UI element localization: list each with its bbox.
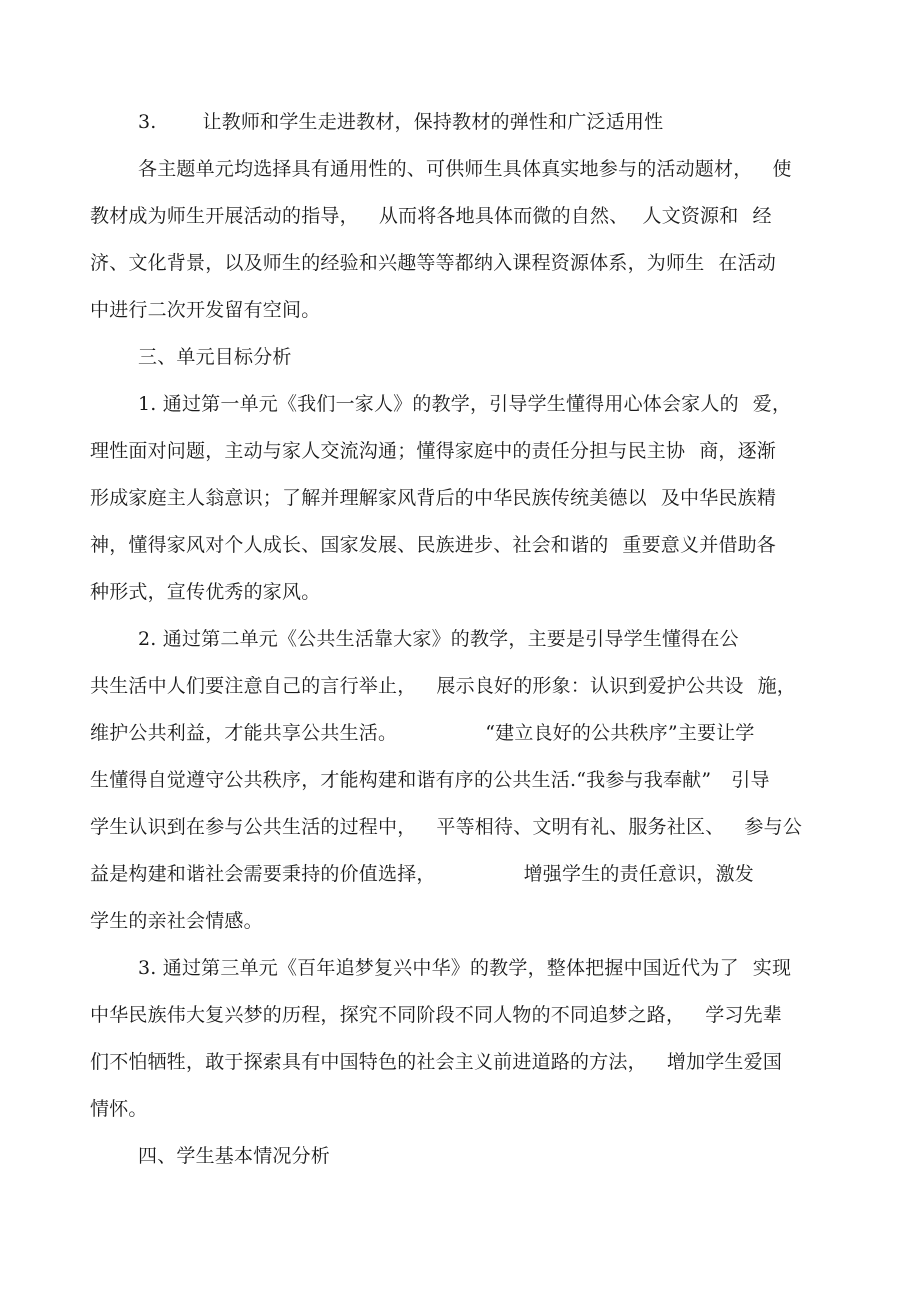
text-run: 及中华民族精: [660, 487, 777, 509]
text-run: 人文资源和: [642, 205, 739, 227]
text-run: 使: [772, 158, 792, 180]
text-run: 2. 通过第二单元《公共生活靠大家》的教学，主要是引导学生懂得在公: [138, 628, 739, 650]
paragraph-line: [90, 815, 802, 839]
text-run: 引导: [731, 769, 770, 791]
paragraph-line: [138, 157, 792, 181]
paragraph-line: [138, 627, 739, 651]
text-run: 施，: [757, 675, 797, 697]
paragraph-line: [90, 439, 776, 463]
paragraph-line: [90, 1003, 782, 1027]
paragraph-line: [138, 392, 791, 416]
section-3-heading: [138, 110, 663, 134]
paragraph-line: [90, 768, 770, 792]
text-run: 生懂得自觉遵守公共秩序，才能构建和谐有序的公共生活.“我参与我奉献”: [90, 769, 712, 791]
paragraph-line: [90, 204, 772, 228]
text-run: 重要意义并借助各: [622, 534, 777, 556]
text-run: 学习先辈: [705, 1004, 783, 1026]
section-heading-three: 三、单元目标分析: [138, 346, 292, 368]
paragraph-line: [138, 956, 791, 980]
text-run: 经: [752, 205, 772, 227]
text-run: 1. 通过第一单元《我们一家人》的教学，引导学生懂得用心体会家人的: [138, 393, 739, 415]
text-run: 益是构建和谐社会需要秉持的价值选择，: [90, 863, 436, 885]
text-run: 中华民族伟大复兴梦的历程，探究不同阶段不同人物的不同追梦之路，: [90, 1004, 686, 1026]
text-run: “建立良好的公共秩序”主要让学: [485, 722, 755, 744]
text-run: 展示良好的形象：认识到爱护公共设: [436, 675, 744, 697]
text-run: 们不怕牺牲，敢于探索具有中国特色的社会主义前进道路的方法，: [90, 1051, 647, 1073]
paragraph-line: [90, 1097, 148, 1121]
paragraph-line: [90, 674, 796, 698]
text-run: 增强学生的责任意识，激发: [523, 863, 755, 885]
text-run: 3. 通过第三单元《百年追梦复兴中华》的教学，整体把握中国近代为了: [138, 957, 739, 979]
text-run: 在活动: [718, 252, 777, 274]
text-run: 参与公: [744, 816, 803, 838]
text-run: 商，逐渐: [699, 440, 777, 462]
text-run: 各主题单元均选择具有通用性的、可供师生具体真实地参与的活动题材，: [138, 158, 753, 180]
heading-text: 让教师和学生走进教材，保持教材的弹性和广泛适用性: [202, 111, 664, 133]
text-run: 学生认识到在参与公共生活的过程中，: [90, 816, 417, 838]
text-run: 学生的亲社会情感。: [90, 910, 263, 932]
paragraph-line: [90, 251, 776, 275]
text-run: 中进行二次开发留有空间。: [90, 299, 321, 321]
paragraph-line: [90, 721, 755, 745]
text-run: 共生活中人们要注意自己的言行举止，: [90, 675, 417, 697]
text-run: 种形式，宣传优秀的家风。: [90, 581, 321, 603]
paragraph-line: [90, 909, 263, 933]
text-run: 平等相待、文明有礼、服务社区、: [436, 816, 725, 838]
text-run: 爱，: [752, 393, 792, 415]
text-run: 教材成为师生开展活动的指导，: [90, 205, 359, 227]
paragraph-line: [90, 486, 776, 510]
text-run: 增加学生爱国: [666, 1051, 783, 1073]
paragraph-line: [90, 1050, 782, 1074]
text-run: 从而将各地具体而微的自然、: [378, 205, 629, 227]
heading-number: 3.: [138, 111, 157, 133]
text-run: 实现: [752, 957, 792, 979]
paragraph-line: [90, 862, 754, 886]
text-run: 理性面对问题，主动与家人交流沟通；懂得家庭中的责任分担与民主协: [90, 440, 686, 462]
text-run: 形成家庭主人翁意识；了解并理解家风背后的中华民族传统美德以: [90, 487, 647, 509]
section-heading-four: 四、学生基本情况分析: [138, 1145, 331, 1167]
text-run: 神，懂得家风对个人成长、国家发展、民族进步、社会和谐的: [90, 534, 609, 556]
paragraph-line: [90, 580, 320, 604]
text-run: 情怀。: [90, 1098, 148, 1120]
text-run: 维护公共利益，才能共享公共生活。: [90, 722, 398, 744]
paragraph-line: [90, 298, 320, 322]
text-run: 济、文化背景，以及师生的经验和兴趣等等都纳入课程资源体系，为师生: [90, 252, 705, 274]
paragraph-line: [90, 533, 776, 557]
